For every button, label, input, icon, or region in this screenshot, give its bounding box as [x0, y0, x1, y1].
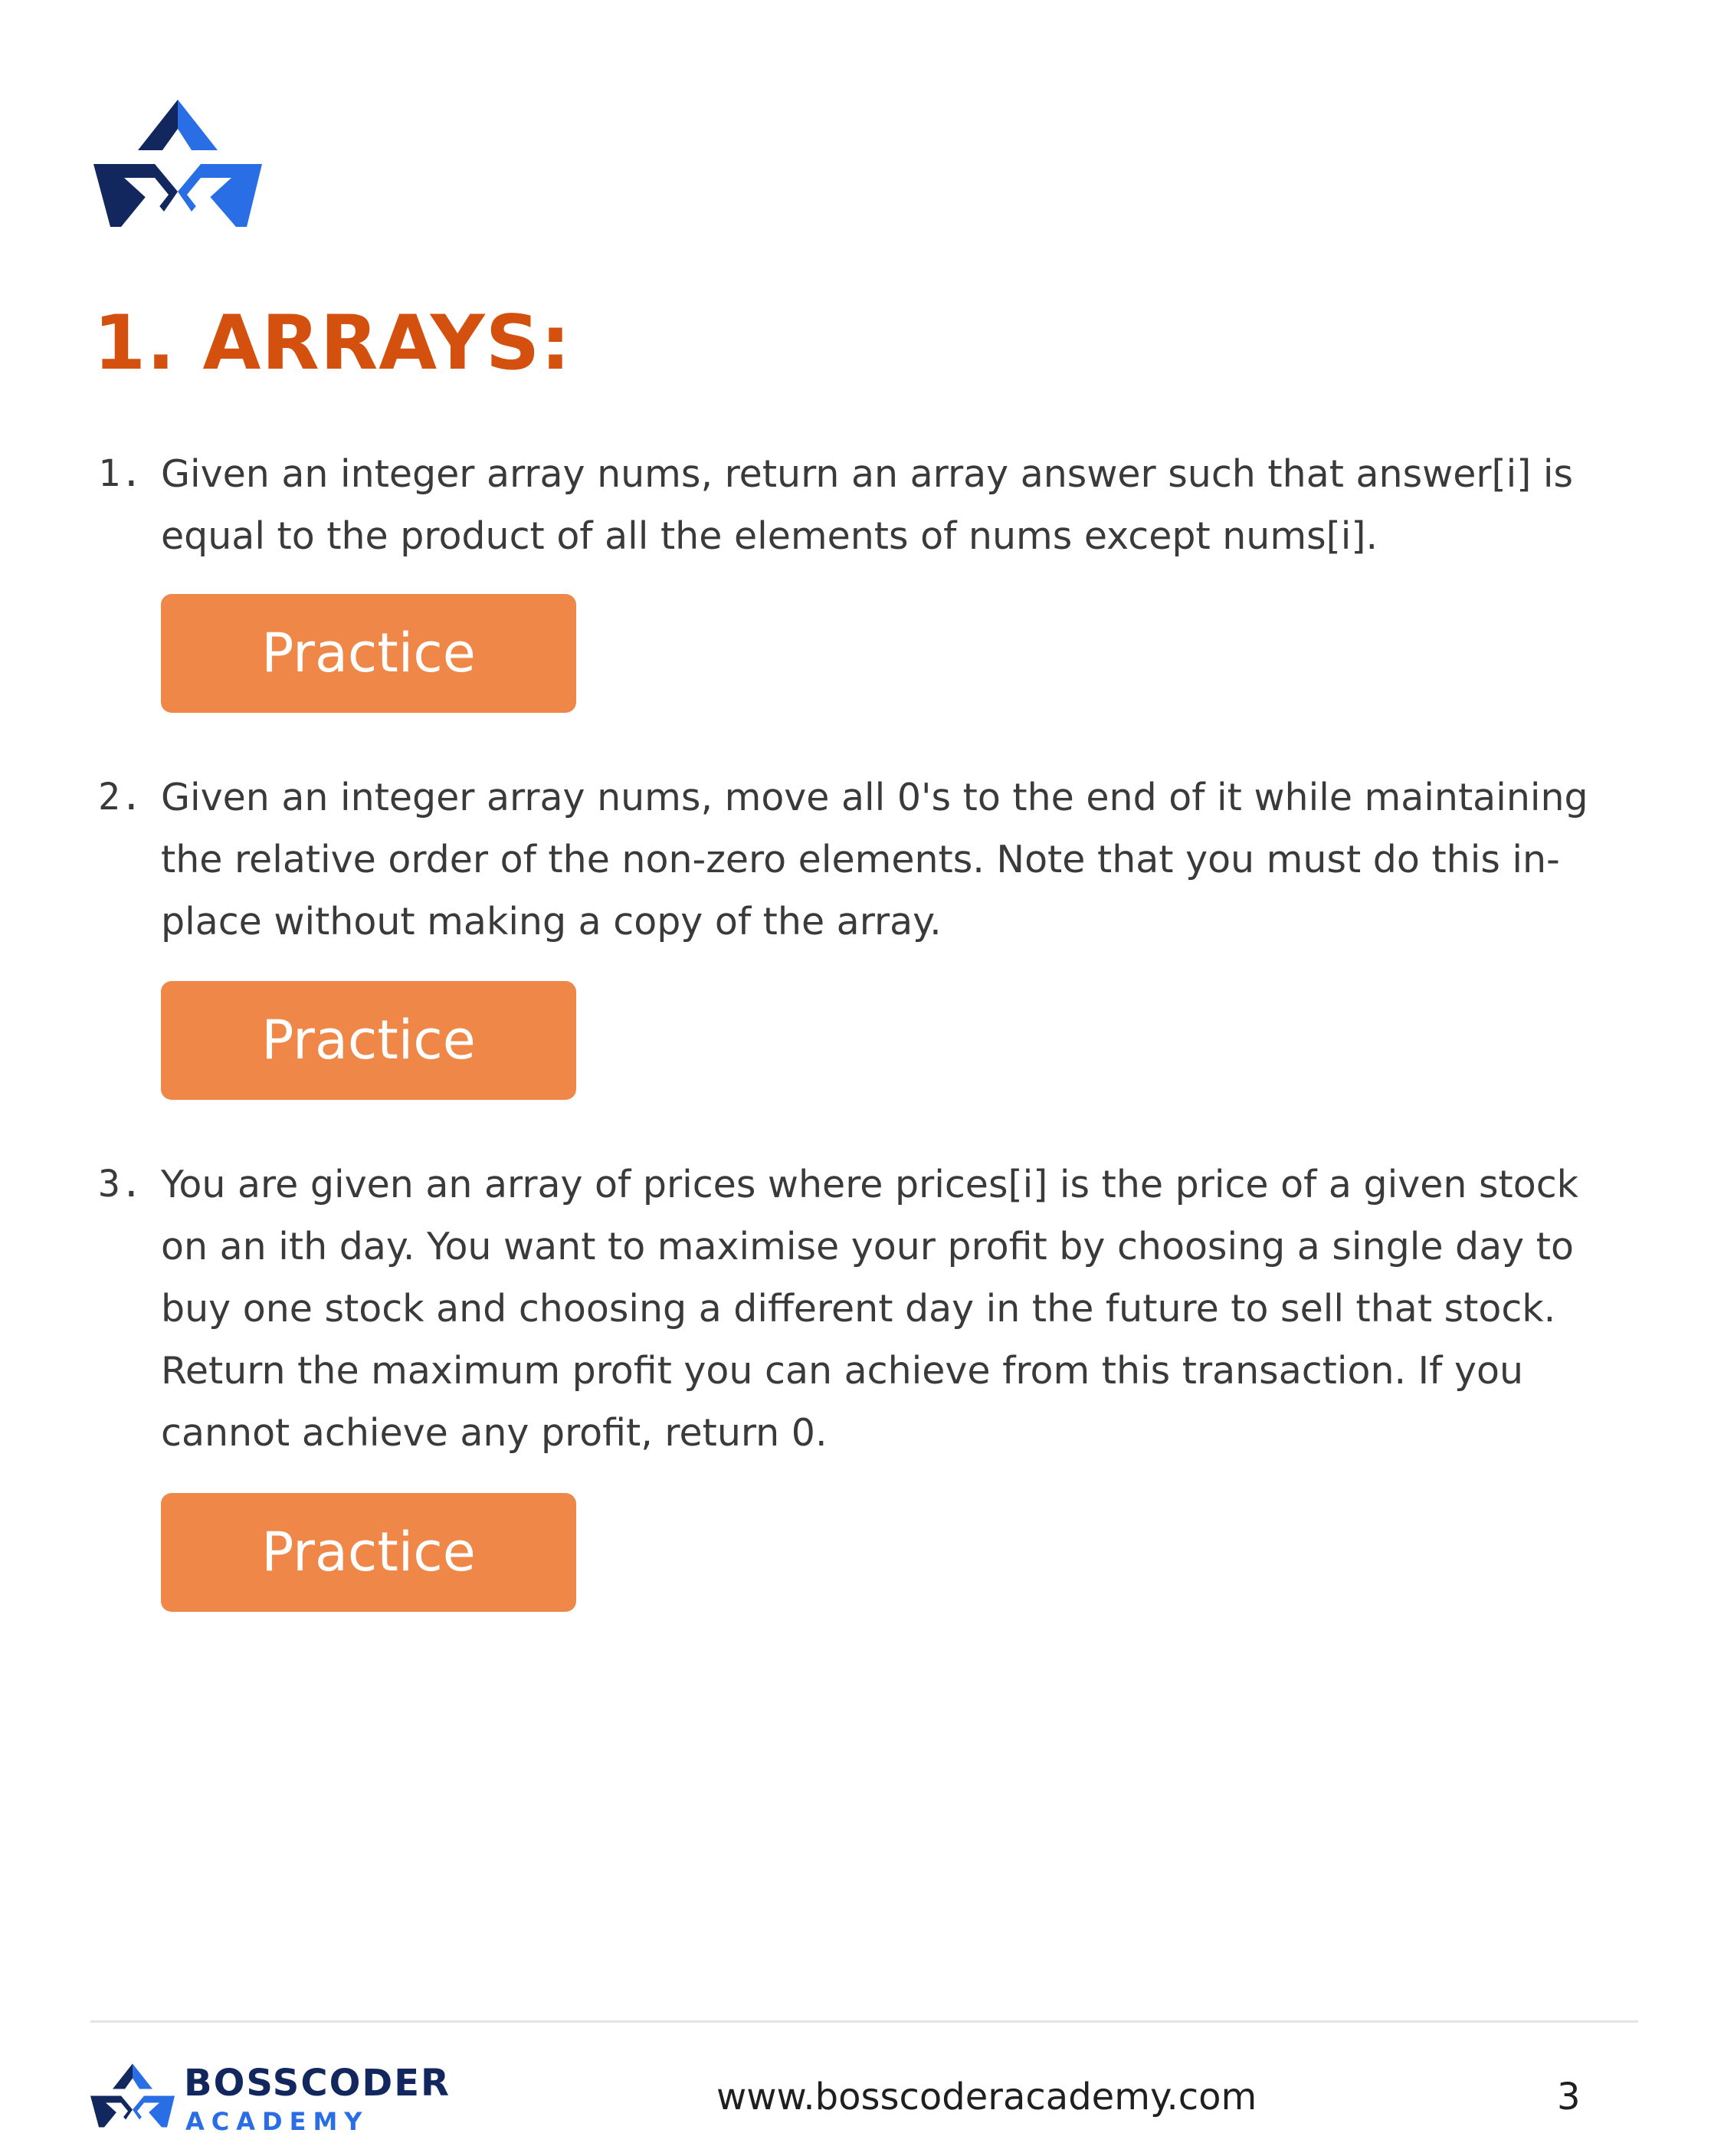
problem-number: 3. — [98, 1163, 143, 1206]
bosscoder-logo-icon — [93, 97, 262, 233]
brand-name: BOSSCODER — [184, 2062, 451, 2105]
problem-item — [98, 766, 1638, 958]
practice-button[interactable]: Practice — [161, 594, 576, 713]
practice-button[interactable]: Practice — [161, 981, 576, 1100]
practice-button[interactable]: Practice — [161, 1493, 576, 1612]
footer-divider — [90, 2020, 1638, 2023]
page-number: 3 — [1557, 2076, 1581, 2118]
problem-text: You are given an array of prices where prices[i] is the price of a given stock on an ith day. You want to maximise your profit by choosing a single day to buy one stock and choosing a different day in the future to sell that stock. Return the maximum profit you can achieve from this transaction. If you cannot achieve any profit, return 0. — [161, 1163, 1579, 1455]
problem-number: 1. — [98, 452, 143, 495]
problem-number: 2. — [98, 776, 143, 819]
problem-item — [98, 1153, 1638, 1468]
problem-item — [98, 443, 1638, 573]
problem-text: Given an integer array nums, return an array answer such that answer[i] is equal to the product of all the elements of nums except nums[i]. — [161, 452, 1574, 558]
problem-text: Given an integer array nums, move all 0's to the end of it while maintaining the relative order of the non-zero elements. Note that you must do this in-place without making a copy of the array. — [161, 776, 1588, 943]
website-link[interactable]: www.bosscoderacademy.com — [716, 2076, 1257, 2118]
section-title: 1. ARRAYS: — [93, 300, 572, 387]
bosscoder-logo-icon — [90, 2062, 175, 2131]
brand-subtitle: ACADEMY — [185, 2107, 369, 2136]
